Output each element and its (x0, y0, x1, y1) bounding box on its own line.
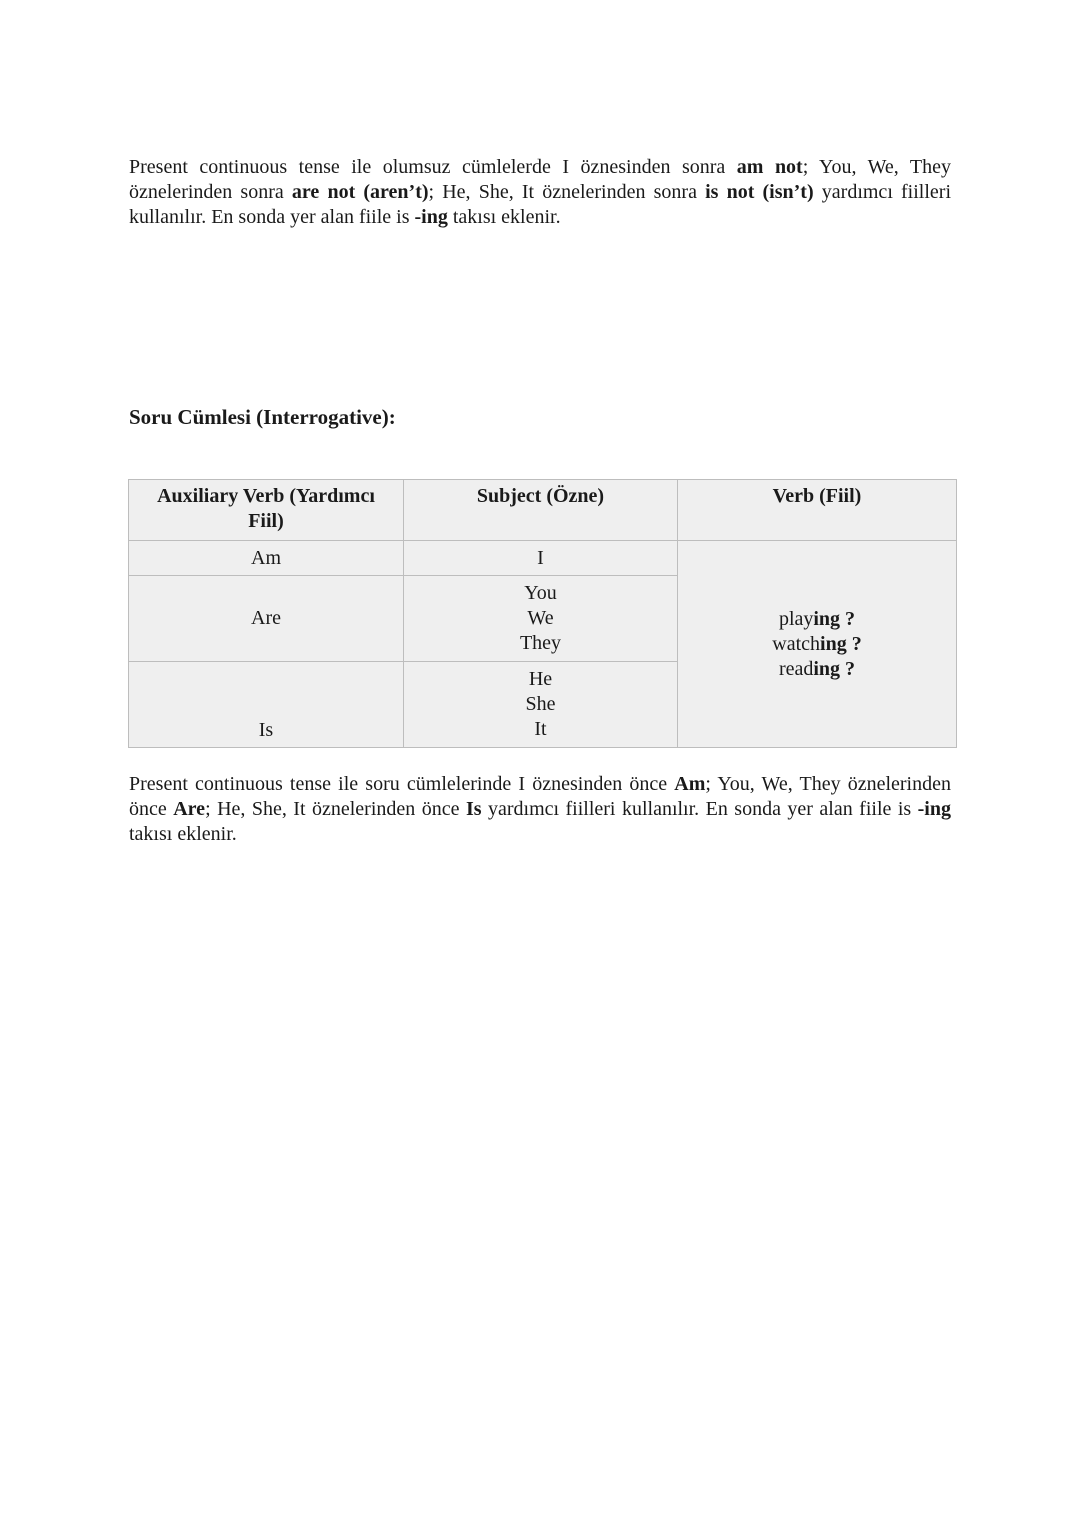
text-run: Present continuous tense ile soru cümlelerinde I öznesinden önce (129, 773, 675, 795)
verb-example: playing ? (778, 607, 856, 630)
aux-cell-are: Are (129, 576, 404, 662)
bold-term: Is (465, 798, 482, 820)
verb-cell (678, 541, 957, 748)
aux-cell-am: Am (129, 541, 404, 576)
subject-pronoun: We (527, 607, 554, 629)
verb-example: watching ? (772, 632, 862, 655)
bold-term: am not (736, 156, 803, 178)
interrogative-explanation-paragraph (129, 772, 951, 847)
aux-cell-is: Is (129, 662, 404, 748)
text-run: ; You, We, They öznelerinden sonra (129, 156, 952, 203)
text-run: Present continuous tense ile olumsuz cümlelerde I öznesinden sonra (129, 156, 737, 178)
verb-example: reading ? (778, 657, 856, 680)
subject-pronoun: I (537, 546, 544, 569)
header-verb: Verb (Fiil) (678, 480, 957, 541)
bold-term: is not (isn’t) (705, 181, 814, 203)
subject-cell-is (404, 662, 678, 748)
header-auxiliary-verb: Auxiliary Verb (Yardımcı Fiil) (129, 480, 404, 541)
text-run: ; He, She, It öznelerinden önce (205, 798, 466, 820)
subject-pronoun: They (519, 632, 562, 654)
subject-pronoun: She (525, 693, 556, 715)
subject-pronoun: He (528, 668, 553, 690)
bold-term: are not (aren’t) (291, 181, 429, 203)
text-run: takısı eklenir. (129, 823, 237, 845)
bold-term: Am (674, 773, 706, 795)
interrogative-heading: Soru Cümlesi (Interrogative): (129, 405, 396, 429)
subject-cell-am (404, 541, 678, 576)
subject-cell-are (404, 576, 678, 662)
bold-term: -ing (414, 206, 448, 228)
text-run: ; He, She, It öznelerinden sonra (428, 181, 706, 203)
bold-term: Are (173, 798, 206, 820)
subject-pronoun: It (534, 718, 547, 740)
table-row-am (129, 541, 957, 576)
subject-pronoun: You (524, 582, 557, 604)
text-run: yardımcı fiilleri kullanılır. En sonda yer alan fiile is (481, 798, 918, 820)
bold-term: -ing (917, 798, 951, 820)
text-run: ; You, We, They öznelerinden önce (129, 773, 951, 820)
negative-explanation-paragraph (129, 155, 951, 230)
header-subject: Subject (Özne) (404, 480, 678, 541)
table-header-row (129, 480, 957, 541)
text-run: takısı eklenir. (447, 206, 561, 228)
text-run: yardımcı fiilleri kullanılır. En sonda yer alan fiile is (129, 181, 951, 228)
interrogative-table (128, 479, 957, 748)
